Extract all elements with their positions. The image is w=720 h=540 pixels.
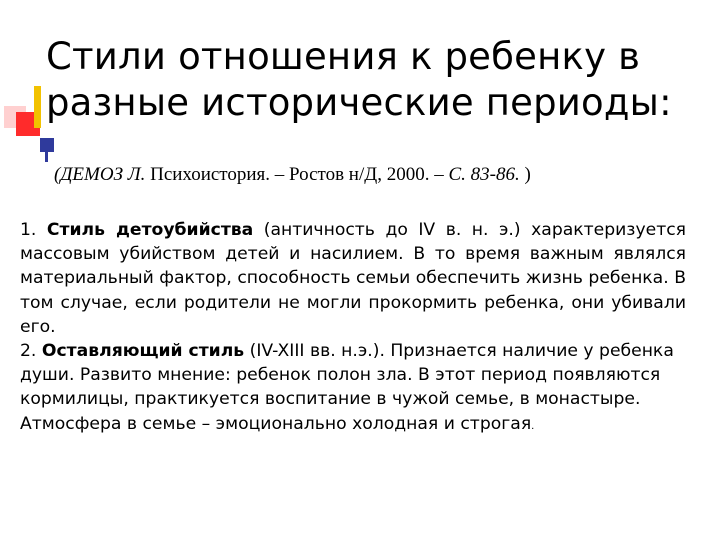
decor-blue-line bbox=[45, 152, 48, 162]
source-reference bbox=[54, 162, 714, 188]
decor-yellow-bar bbox=[34, 86, 41, 128]
paragraph-end-dot: . bbox=[531, 420, 535, 432]
slide-title-line-1: Стили отношения к ребенку в bbox=[46, 35, 641, 78]
reference-pages: С. 83-86. bbox=[448, 164, 520, 185]
paragraph-text: (античность до IV в. н. э.) характеризуется массовым убийством детей и насилием. В то время важным являлся материальный фактор, способность семьи обеспечить жизнь ребенка. В том случае, если родители не могли прокормить ребенка, они убивали его. bbox=[20, 220, 686, 337]
paragraph-number: 2. bbox=[20, 341, 42, 362]
paragraph-infanticide-style bbox=[20, 218, 686, 339]
paragraph-number: 1. bbox=[20, 220, 47, 240]
slide-title bbox=[46, 34, 706, 126]
reference-open-paren: ( bbox=[54, 164, 61, 185]
paragraph-term: Стиль детоубийства bbox=[46, 220, 254, 240]
reference-close-paren: ) bbox=[519, 164, 531, 185]
decor-blue-square bbox=[40, 138, 54, 152]
slide-title-line-2: разные исторические периоды: bbox=[46, 81, 672, 124]
paragraph-text: (IV-XIII вв. н.э.). Признается наличие у ребенка души. Развито мнение: ребенок полон зла. В этот период появляются кормилицы, практикуется воспитание в чужой семье, в монастыре. Атмосфера в семье – эмоционально холодная и строгая bbox=[20, 341, 674, 434]
paragraph-abandoning-style bbox=[20, 339, 686, 439]
slide-body bbox=[20, 218, 686, 439]
reference-author: ДЕМОЗ Л. bbox=[60, 164, 146, 185]
paragraph-term: Оставляющий стиль bbox=[41, 341, 245, 362]
reference-title: Психоистория. – Ростов н/Д, 2000. – bbox=[145, 164, 449, 185]
